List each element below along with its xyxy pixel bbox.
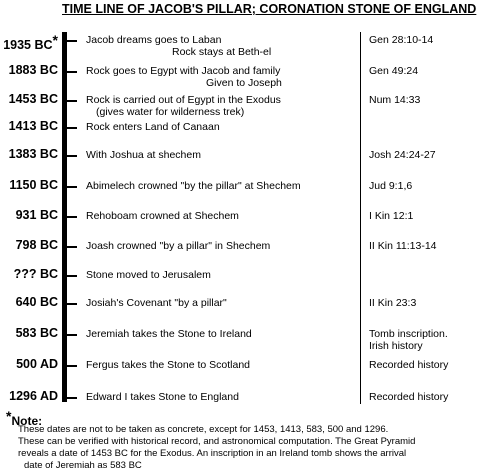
event-date-text: 1883 BC [8, 63, 58, 77]
event-date [0, 119, 58, 133]
scripture-reference: Irish history [369, 340, 423, 352]
event-tick [67, 186, 77, 188]
event-tick [67, 40, 77, 42]
event-date [0, 178, 58, 192]
page-title: TIME LINE OF JACOB'S PILLAR; CORONATION STONE OF ENGLAND [62, 2, 477, 16]
event-tick [67, 155, 77, 157]
event-description: Abimelech crowned "by the pillar" at Shechem [86, 180, 301, 192]
event-date [0, 238, 58, 252]
event-date-text: 1383 BC [8, 147, 58, 161]
scripture-reference: Recorded history [369, 391, 449, 403]
event-description: Rehoboam crowned at Shechem [86, 210, 239, 222]
event-description: Rock stays at Beth-el [172, 46, 272, 58]
note-line: reveals a date of 1453 BC for the Exodus. An inscription in an Ireland tomb shows the arrival [18, 448, 407, 459]
event-date-text: 1296 AD [9, 389, 58, 403]
event-description: Given to Joseph [206, 77, 282, 89]
event-tick [67, 127, 77, 129]
event-date-text: 1453 BC [8, 92, 58, 106]
note-line: These can be verified with historical record, and astronomical computation. The Great Pyramid [18, 436, 416, 447]
note-line: These dates are not to be taken as concrete, except for 1453, 1413, 583, 500 and 1296. [18, 424, 389, 435]
event-description: Joash crowned "by a pillar" in Shechem [86, 240, 271, 252]
event-date-text: 1413 BC [8, 119, 58, 133]
scripture-reference: Josh 24:24-27 [369, 149, 436, 161]
event-date-text: 583 BC [15, 326, 58, 340]
event-date-text: 931 BC [15, 208, 58, 222]
event-date [0, 295, 58, 309]
event-date [0, 147, 58, 161]
scripture-reference: Jud 9:1,6 [369, 180, 413, 192]
event-date [0, 389, 58, 403]
event-date-text: 1150 BC [9, 178, 58, 192]
event-date-text: 1935 BC [3, 38, 53, 52]
note-line: date of Jeremiah as 583 BC [24, 460, 142, 471]
event-description: Jacob dreams goes to Laban [86, 34, 222, 46]
event-description: Fergus takes the Stone to Scotland [86, 359, 251, 371]
event-date [0, 63, 58, 77]
scripture-reference: II Kin 23:3 [369, 297, 417, 309]
event-description: Rock enters Land of Canaan [86, 121, 220, 133]
event-date-text: 500 AD [16, 357, 58, 371]
scripture-reference: Gen 28:10-14 [369, 34, 434, 46]
event-date [0, 357, 58, 371]
event-tick [67, 216, 77, 218]
event-description: Jeremiah takes the Stone to Ireland [86, 328, 252, 340]
scripture-reference: Tomb inscription. [369, 328, 448, 340]
event-tick [67, 100, 77, 102]
event-date-text: 798 BC [15, 238, 58, 252]
event-description: Stone moved to Jerusalem [86, 269, 211, 281]
event-tick [67, 275, 77, 277]
event-tick [67, 334, 77, 336]
event-description: Rock is carried out of Egypt in the Exodus [86, 94, 281, 106]
scripture-reference: Num 14:33 [369, 94, 421, 106]
scripture-reference: Gen 49:24 [369, 65, 419, 77]
event-date-text: 640 BC [15, 295, 58, 309]
event-tick [67, 246, 77, 248]
event-date [0, 32, 58, 52]
event-description: Josiah's Covenant "by a pillar" [86, 297, 227, 309]
event-date [0, 326, 58, 340]
date-asterisk: * [52, 32, 58, 48]
event-tick [67, 303, 77, 305]
scripture-reference: Recorded history [369, 359, 449, 371]
event-date [0, 208, 58, 222]
scripture-reference: I Kin 12:1 [369, 210, 414, 222]
event-description: With Joshua at shechem [86, 149, 201, 161]
reference-divider [360, 32, 361, 404]
event-tick [67, 71, 77, 73]
event-description: Rock goes to Egypt with Jacob and family [86, 65, 281, 77]
event-tick [67, 397, 77, 399]
event-tick [67, 365, 77, 367]
note-asterisk: * [6, 408, 12, 424]
event-date [0, 92, 58, 106]
note-heading-text: Note: [11, 414, 43, 428]
event-date-text: ??? BC [13, 267, 58, 281]
event-date [0, 267, 58, 281]
event-description: (gives water for wilderness trek) [96, 106, 245, 118]
scripture-reference: II Kin 11:13-14 [369, 240, 437, 252]
event-description: Edward I takes Stone to England [86, 391, 239, 403]
